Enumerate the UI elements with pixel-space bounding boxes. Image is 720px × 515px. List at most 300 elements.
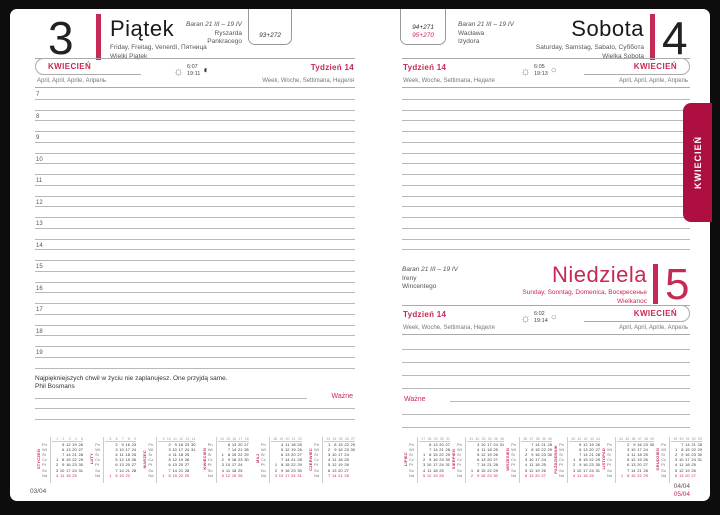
mini-calendar-day: 7 [579,452,582,458]
mini-calendar-day-label: Pn [260,442,266,448]
mini-calendar-day: 7 [115,467,118,473]
mini-calendar-day: 23 [238,457,243,463]
mini-calendar-day: 18 [291,442,296,448]
ruled-line [35,229,355,240]
mini-calendar-day: 20 [535,472,540,478]
mini-calendar-day-label: Śr [661,452,666,458]
mini-calendar-grid [567,437,600,483]
mini-calendar-day: 30 [547,452,552,458]
mini-calendar-day: 6 [675,472,678,478]
mini-calendar-month [654,437,702,483]
mini-calendar-month [450,437,504,483]
ruled-line [35,409,355,420]
mini-calendar-day-label: Nd [409,472,415,478]
mini-calendar-day: 6 [115,462,118,468]
mini-calendar-day: 10 [426,462,432,468]
mini-calendar-day: 2 [55,462,59,468]
mini-calendar-day: 25 [72,472,77,478]
mini-calendar-month [402,437,450,483]
ruled-line [35,315,355,326]
mini-calendar-day: 16 [125,442,130,448]
mini-calendar-day-label: Pt [148,462,153,468]
mini-calendar-day: 17 [338,452,343,458]
mini-calendar-day: 24 [589,467,594,473]
mini-calendar-day: 8 [531,447,534,453]
mini-calendar-day: 20 [238,442,243,448]
mini-calendar-day-label: Pt [511,462,515,468]
mini-calendar-day: 5 [422,472,426,478]
mini-calendar-day-label: Śr [207,452,212,458]
mini-calendar-day-label: Śr [314,452,319,458]
hour-label: 12 [36,199,43,206]
mini-calendar-month-name-text: SIERPIEŃ [450,448,456,470]
mini-calendar-day: 17 [583,467,588,473]
week-number: 42 [583,437,588,441]
mini-calendar-day: 23 [487,472,492,478]
mini-calendar-month [504,437,552,483]
sunday-accent-bar [653,264,658,304]
mini-calendar-day: 4 [675,462,678,468]
mini-calendar-day: 3 [675,457,678,463]
mini-calendar-day: 28 [445,447,450,453]
mini-calendar-day: 11 [60,472,65,478]
sunday-header [402,260,690,309]
mini-calendar-day: 1 [221,452,224,458]
mini-calendar-day: 13 [481,457,486,463]
week-number: 16 [232,437,237,441]
mini-calendar-day: 31 [697,457,702,463]
ruled-line [402,350,690,363]
ruled-line [402,197,690,208]
mini-calendar-month [254,437,302,483]
mini-calendar-day: 20 [125,462,130,468]
mini-calendar-day: 25 [643,452,648,458]
left-name-day-2: Pankracego [207,38,242,45]
mini-calendar-day: 16 [231,457,237,463]
mini-calendar-month [307,437,355,483]
hour-label: 7 [36,92,40,99]
mini-calendar-day: 22 [541,447,546,453]
moon-phase-icon: ○ [550,64,557,76]
sunday-sun-times: 6:02 19:14 [534,311,548,324]
week-number: 15 [226,437,231,441]
week-number: 48 [643,437,648,441]
mini-calendar-row [324,473,355,478]
mini-calendar-day: 8 [281,462,284,468]
mini-calendar-day: 10 [528,457,534,463]
mini-calendar-day: 19 [72,442,77,448]
mini-calendar-day: 9 [62,462,65,468]
mini-calendar-day: 12 [66,442,71,448]
mini-calendar-day: 1 [620,472,624,478]
mini-calendar-day: 14 [284,457,290,463]
mini-calendar-day: 20 [589,447,594,453]
ruled-line [402,207,690,218]
mini-calendar-day: 30 [697,452,702,458]
saturday-zodiac: Baran 21 III – 19 IV [458,21,515,28]
ruled-line [35,304,355,315]
hour-label: 18 [36,328,43,335]
mini-calendar-day-label: Wt [409,447,414,453]
mini-calendar-day: 2 [168,442,171,448]
mini-calendar-day: 6 [227,442,231,448]
mini-calendar-day-label: Nd [661,472,667,478]
sunday-day-block [462,262,647,306]
diary-spread [10,9,710,501]
ruled-line [402,164,690,175]
side-tab-label: KWIECIEŃ [692,136,703,189]
saturday-day-translations: Saturday, Samstag, Sabato, Суббота [535,44,644,51]
mini-calendar-day: 23 [643,442,648,448]
mini-calendar-day: 13 [678,472,684,478]
ruled-line [35,358,355,369]
ruled-line [402,89,690,100]
mini-calendar-day-label: So [207,467,213,473]
mini-calendar-day-labels [42,437,49,483]
week-number: 37 [529,437,534,441]
mini-calendar-day: 1 [162,472,165,478]
mini-calendar-day-label: Pt [314,462,318,468]
mini-calendar-day-label: Wt [606,447,612,453]
mini-calendar-day: 8 [477,467,480,473]
week-number: 24 [332,437,337,441]
mini-calendar-day: 17 [685,457,690,463]
saturday-week-row [402,58,690,88]
mini-calendar-day: 13 [631,462,636,468]
left-holiday: Wielki Piątek [110,52,148,60]
ruled-line [402,402,690,415]
mini-calendar-day-label: Nd [42,472,48,478]
mini-calendar-day-label: Śr [148,452,153,458]
left-zodiac-block [155,21,242,47]
mini-calendar-day: 22 [344,442,349,448]
mini-calendar-day-label: Wt [95,447,101,453]
mini-calendar-day: 22 [291,462,296,468]
mini-calendar-day [77,473,83,478]
mini-calendar-day-label: Cz [207,457,213,463]
saturday-week-label: Tydzień 14 [403,63,447,72]
week-number: 13 [185,437,190,441]
mini-calendar-day-label: Pt [559,462,563,468]
mini-calendar-day-label: Pt [661,462,665,468]
mini-calendar-day: 4 [422,467,426,473]
left-week-label: Tydzień 14 [310,63,354,72]
mini-calendar-day: 1 [572,457,576,463]
mini-calendar-day: 20 [487,457,492,463]
mini-calendar-day: 24 [344,452,349,458]
mini-calendar-day: 2 [274,467,278,473]
mini-calendar-day: 28 [595,452,600,458]
mini-calendar-day: 24 [131,447,137,453]
mini-calendar-day: 26 [297,447,302,453]
hour-label: 17 [36,307,43,314]
mini-calendar-day: 7 [429,447,432,453]
mini-calendar-day: 6 [579,447,582,453]
mini-calendar-day: 28 [184,467,190,473]
mini-calendar-day-label: Pn [661,442,666,448]
mini-calendar-day: 22 [125,472,130,478]
mini-calendar-day: 18 [231,467,237,473]
mini-calendar-day: 9 [174,442,177,448]
mini-calendar-day-label: Nd [456,472,463,478]
hour-label: 14 [36,242,43,249]
mini-calendar-day-label: Wt [207,447,213,453]
mini-calendar-month-name [504,437,511,481]
mini-calendar-day: 26 [493,452,498,458]
mini-calendar-day [696,473,702,478]
mini-calendar-day-labels [457,437,464,483]
mini-calendar-day-label: Cz [42,457,47,463]
week-number: 3 [68,437,71,441]
mini-calendar-day-label: Śr [409,452,413,458]
week-number: 8 [127,437,130,441]
mini-calendar-month-name-text: MAJ [254,454,260,464]
mini-calendar-day: 29 [595,457,600,463]
mini-calendar-day: 15 [433,452,438,458]
mini-calendar-day: 18 [487,447,492,453]
mini-calendar-day-label: Pt [207,462,212,468]
mini-calendar-day: 7 [477,462,480,468]
ruled-line [35,197,355,208]
week-number: 2 [62,437,65,441]
mini-calendar-day [130,473,136,478]
week-number: 36 [500,437,505,441]
mini-calendar-day-label: So [148,467,154,473]
mini-calendar-month [600,437,654,483]
mini-calendar-day: 4 [525,462,528,468]
mini-calendar-day: 23 [439,457,444,463]
mini-calendar-day: 11 [679,462,684,468]
mini-calendar-day: 25 [439,467,444,473]
mini-calendar-day: 16 [481,472,486,478]
week-number: 5 [109,437,112,441]
mini-calendar-day: 5 [281,447,284,453]
mini-calendar-grid [103,437,136,483]
mini-calendar-day: 6 [168,462,171,468]
mini-calendar-month-name-text: MARZEC [142,449,148,469]
mini-calendar-day: 10 [172,447,177,453]
mini-calendar-day: 2 [115,442,118,448]
mini-calendar-day: 24 [493,442,498,448]
sunday-name-day-2: Wincentego [402,283,437,290]
hour-label: 9 [36,135,40,142]
week-number: 44 [596,437,600,441]
mini-calendar-day: 15 [583,457,588,463]
mini-calendar-day: 13 [528,472,534,478]
week-number: 12 [179,437,184,441]
mini-calendar-day: 10 [119,447,124,453]
mini-calendar-day-label: Cz [95,457,101,463]
sunday-week-translations: Week, Woche, Settimana, Неделя [403,325,495,331]
mini-calendar-day: 31 [191,447,196,453]
mini-calendar-day: 24 [184,447,190,453]
month-side-tab [683,103,712,222]
mini-calendar-day: 19 [589,442,594,448]
mini-calendar-day: 20 [291,452,296,458]
mini-calendar-day: 13 [433,442,438,448]
right-page-numbers [674,483,690,499]
mini-calendar-day: 26 [643,457,648,463]
mini-calendar-day: 26 [184,457,190,463]
ruled-line [402,121,690,132]
mini-calendar-day: 22 [178,472,184,478]
week-number: 7 [121,437,124,441]
mini-calendar-day: 17 [178,447,184,453]
mini-calendar-day: 29 [78,457,83,463]
ruled-line [35,336,355,347]
mini-calendar-day: 3 [328,452,331,458]
saturday-day-name: Sobota [571,16,644,41]
mini-calendar-day: 10 [576,467,582,473]
mini-calendar-day-label: Pn [409,442,414,448]
ruled-line [402,415,690,428]
mini-calendar-day-label: Wt [148,447,154,453]
mini-calendars-left [35,437,355,483]
mini-calendar-day: 24 [541,457,546,463]
mini-calendar-day: 11 [631,452,636,458]
ruled-line [402,229,690,240]
mini-calendar-day: 7 [168,467,171,473]
mini-calendar-day: 27 [78,447,83,453]
week-number: 31 [446,437,450,441]
mini-calendar-grid [519,437,552,483]
mini-calendar-day: 14 [535,442,540,448]
mini-calendar-day: 12 [631,457,636,463]
ruled-line [402,175,690,186]
mini-calendar-day: 30 [493,472,498,478]
sun-icon: ☼ [173,63,184,78]
mini-calendar-day: 8 [429,452,432,458]
ruled-line [35,207,355,218]
mini-calendar-day: 23 [291,467,296,473]
mini-calendar-day-label: Wt [314,447,319,453]
mini-calendar-day: 12 [172,457,177,463]
mini-calendar-day: 30 [244,457,249,463]
mini-calendar-day: 3 [477,442,480,448]
mini-calendar-day: 28 [344,472,349,478]
mini-calendar-day-label: Pn [559,442,564,448]
week-number: 4 [74,437,77,441]
mini-calendar-month-name-text: STYCZEŃ [36,448,41,470]
mini-calendar-day: 7 [531,442,534,448]
mini-calendar-day: 22 [439,452,444,458]
mini-calendar-day: 12 [678,467,684,473]
mini-calendar-day: 5 [115,457,118,463]
week-number: 20 [285,437,290,441]
mini-calendar-month-name-text: LISTOPAD [600,448,606,470]
mini-calendar-day: 27 [297,452,302,458]
mini-calendar-day: 14 [172,467,177,473]
left-page-number: 03/04 [30,488,47,495]
mini-calendar-day: 28 [547,442,552,448]
mini-calendar-day-label: Pn [314,442,319,448]
mini-calendar-day: 27 [445,442,450,448]
mini-calendar-day-label: So [409,467,414,473]
mini-calendar-day: 27 [184,462,190,468]
mini-calendar-day: 1 [525,447,528,453]
mini-calendar-day-label: Nd [95,472,101,478]
mini-calendar-day: 4 [168,452,171,458]
mini-calendar-day: 14 [66,452,71,458]
mini-calendar-day-label: Pt [606,462,611,468]
mini-calendar-day: 11 [529,462,534,468]
week-number: 43 [589,437,594,441]
mini-calendar-day-label: So [260,467,266,473]
mini-calendar-day: 16 [338,447,343,453]
mini-calendar-day: 13 [331,467,337,473]
mini-calendar-day: 10 [225,462,231,468]
mini-calendar-day: 25 [344,457,349,463]
ruled-line [35,175,355,186]
ruled-line [35,143,355,154]
sunday-sun-group [520,311,557,324]
mini-calendar-day: 22 [238,452,243,458]
mini-calendar-day: 29 [350,442,355,448]
mini-calendar-day: 8 [227,452,231,458]
mini-calendar-day: 8 [115,472,118,478]
mini-calendar-day-label: Pn [456,442,462,448]
mini-calendar-day: 31 [297,472,302,478]
mini-calendar-day: 15 [66,457,71,463]
mini-calendar-day: 15 [631,472,636,478]
mini-calendar-day [189,473,195,478]
mini-calendar-day: 10 [631,447,636,453]
mini-calendar-day: 20 [439,442,444,448]
mini-calendar-day: 11 [172,452,177,458]
left-day-counter-tab [248,9,292,45]
mini-calendar-day: 14 [331,472,337,478]
mini-calendar-day: 26 [78,442,83,448]
mini-calendar-day-label: Nd [260,472,266,478]
mini-calendar-row [671,473,702,478]
week-number: 49 [650,437,655,441]
mini-calendar-day: 31 [78,467,83,473]
mini-calendar-day-label: Cz [456,457,462,463]
mini-calendar-day: 15 [338,442,343,448]
mini-calendar-day: 11 [285,442,290,448]
week-number: 22 [297,437,302,441]
mini-calendar-month-name [307,437,314,481]
right-page-number-1: 04/04 [673,483,690,490]
right-day-of-year-2: 95+270 [412,32,434,39]
week-number: 26 [344,437,349,441]
mini-calendar-day: 13 [119,462,124,468]
mini-calendar-day: 21 [291,457,296,463]
mini-calendar-day-label: Pt [409,462,413,468]
mini-calendar-day-label: So [456,467,462,473]
mini-calendar-day: 1 [109,472,112,478]
mini-calendar-day: 30 [649,442,655,448]
mini-calendar-day-label: Nd [207,472,213,478]
mini-calendar-day: 3 [55,467,59,473]
week-number: 25 [338,437,343,441]
mini-calendar-day-labels [208,437,215,483]
week-number: 38 [535,437,540,441]
saturday-sun-times: 6:05 19:13 [534,64,548,77]
mini-calendar-day: 13 [66,447,71,453]
left-hour-lines [35,89,355,369]
mini-calendar-day-label: Nd [511,472,517,478]
sunday-day-translations: Sunday, Sonntag, Domenica, Воскресенье [522,289,647,296]
mini-calendar-month-name-text: KWIECIEŃ [201,448,207,470]
important-row [402,389,690,402]
mini-calendar-day: 30 [78,462,83,468]
mini-calendar-day-label: Pn [95,442,101,448]
mini-calendar-day: 31 [445,462,450,468]
sunday-day-number: 5 [665,260,690,309]
week-number: 47 [637,437,642,441]
week-number: 5 [80,437,83,441]
